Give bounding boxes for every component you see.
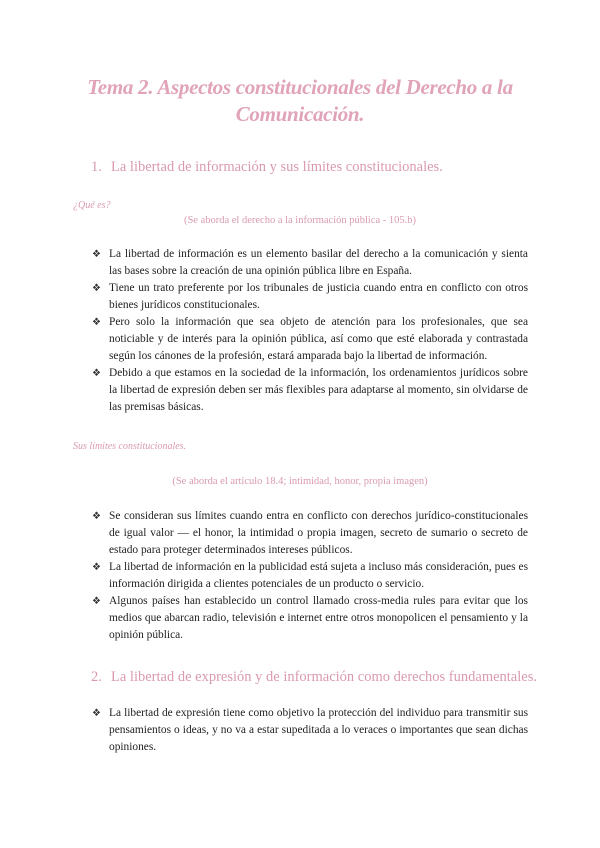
four-diamond-bullet-icon: ❖ bbox=[92, 249, 101, 260]
four-diamond-bullet-icon: ❖ bbox=[92, 283, 101, 294]
list-item: ❖ La libertad de expresión tiene como objetivo la protección del individuo para transmitir sus pensamientos o ideas, y no va a estar supeditada a lo veraces o importantes que sean dichas opiniones. bbox=[92, 707, 528, 753]
list-item: ❖ Se consideran sus límites cuando entra en conflicto con derechos jurídico-constitucionales de igual valor — el honor, la intimidad o propia imagen, secreto de sumario o secreto de estado para proteger determinados intereses públicos. bbox=[92, 510, 528, 556]
section-2-heading bbox=[91, 668, 537, 686]
four-diamond-bullet-icon: ❖ bbox=[92, 562, 101, 573]
list-item: ❖ Debido a que estamos en la sociedad de la información, los ordenamientos jurídicos sobre la libertad de expresión deben ser más flexibles para adaptarse al momento, sin olvidarse de las premisas básicas. bbox=[92, 367, 528, 413]
subsection-limits-note: (Se aborda el artículo 18.4; intimidad, honor, propia imagen) bbox=[172, 476, 428, 487]
page-title: Tema 2. Aspectos constitucionales del Derecho a la Comunicación. bbox=[87, 75, 513, 126]
list-item: ❖ Algunos países han establecido un control llamado cross-media rules para evitar que los medios que abarcan radio, televisión e internet entre otros monopolicen el pensamiento y la opinión pública. bbox=[92, 595, 528, 641]
section-1-number: 1. bbox=[91, 159, 102, 175]
four-diamond-bullet-icon: ❖ bbox=[92, 708, 101, 719]
section-1-heading bbox=[91, 158, 443, 176]
what-is-bullet-list bbox=[92, 246, 528, 416]
list-item: ❖ Pero solo la información que sea objeto de atención para los profesionales, que sea noticiable y de interés para la opinión pública, así como que esté elaborada y contrastada según los cánones de la profesión, estará amparada bajo la libertad de información. bbox=[92, 316, 528, 362]
expression-bullet-list bbox=[92, 705, 528, 756]
section-2-heading-text: La libertad de expresión y de información como derechos fundamentales. bbox=[111, 669, 537, 685]
four-diamond-bullet-icon: ❖ bbox=[92, 368, 101, 379]
limits-bullet-list bbox=[92, 508, 528, 644]
list-item: ❖ La libertad de información en la publicidad está sujeta a incluso más consideración, pues es información dirigida a clientes potenciales de un producto o servicio. bbox=[92, 561, 528, 590]
list-item: ❖ Tiene un trato preferente por los tribunales de justicia cuando entra en conflicto con otros bienes jurídicos constitucionales. bbox=[92, 282, 528, 311]
four-diamond-bullet-icon: ❖ bbox=[92, 317, 101, 328]
subsection-what-is-note: (Se aborda el derecho a la información pública - 105.b) bbox=[183, 215, 417, 226]
section-2-number: 2. bbox=[91, 669, 102, 685]
subsection-what-is-label: ¿Qué es? bbox=[73, 200, 111, 211]
list-item: ❖ La libertad de información es un elemento basilar del derecho a la comunicación y sienta las bases sobre la creación de una opinión pública libre en España. bbox=[92, 248, 528, 277]
subsection-limits-label: Sus límites constitucionales. bbox=[73, 441, 187, 452]
four-diamond-bullet-icon: ❖ bbox=[92, 596, 101, 607]
four-diamond-bullet-icon: ❖ bbox=[92, 511, 101, 522]
section-1-heading-text: La libertad de información y sus límites constitucionales. bbox=[111, 159, 443, 175]
